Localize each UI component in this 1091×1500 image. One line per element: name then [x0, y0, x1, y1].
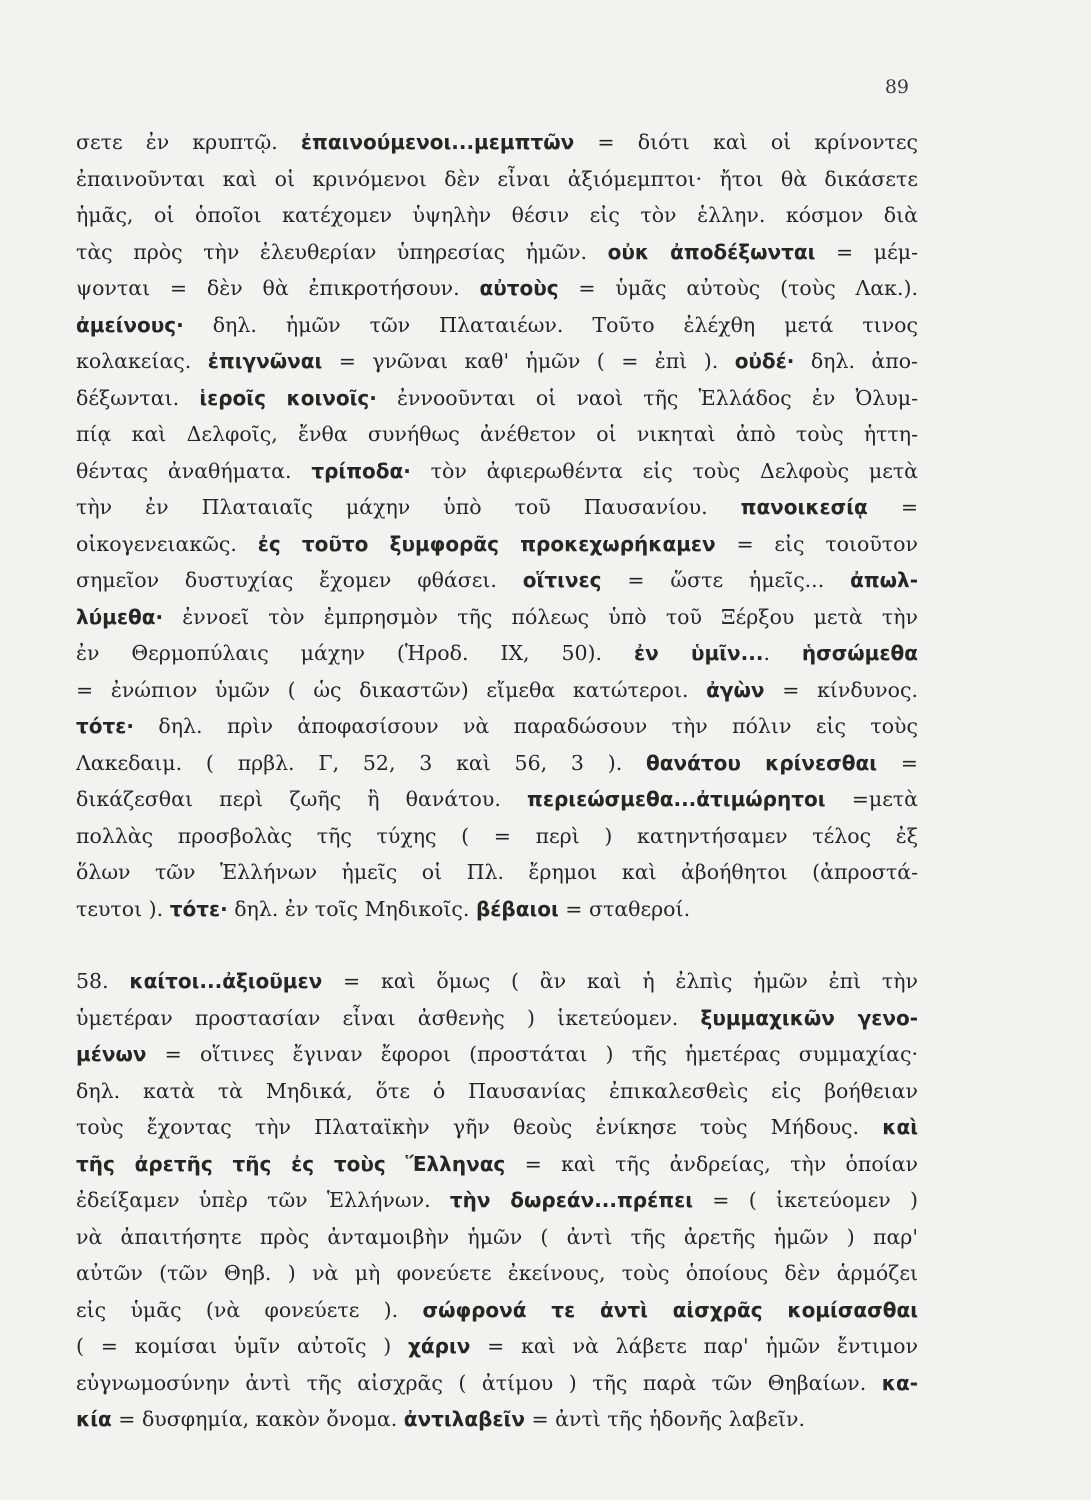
text-line: [76, 161, 918, 198]
lemma-term: χάριν: [408, 1334, 471, 1358]
gloss-text: = μέμ-: [815, 239, 918, 264]
lemma-term: ἐπιγνῶναι: [207, 349, 323, 373]
text-line: [76, 234, 918, 271]
text-line: [76, 818, 918, 855]
gloss-text: = ὥστε ἡμεῖς...: [601, 568, 851, 592]
gloss-text: οἰκογενειακῶς.: [76, 531, 258, 556]
gloss-text: τευτοι ).: [76, 896, 170, 921]
text-line: [76, 197, 918, 234]
gloss-text: ὑμετέραν προστασίαν εἶναι ἀσθενὴς ) ἱκετεύομεν.: [76, 1005, 701, 1030]
lemma-term: ἡσσώμεθα: [801, 641, 918, 665]
gloss-text: = κίνδυνος.: [764, 677, 918, 702]
gloss-text: ἐν Θερμοπύλαις μάχην (Ἡροδ. ΙΧ, 50).: [76, 641, 634, 665]
lemma-term: σώφρονά τε ἀντὶ αἰσχρᾶς κομίσασθαι: [422, 1297, 918, 1322]
text-line: [76, 1182, 918, 1219]
lemma-term: ἐν ὑμῖν...: [633, 641, 764, 665]
gloss-text: σημεῖον δυστυχίας ἔχομεν φθάσει.: [76, 568, 523, 592]
text-line: [76, 781, 918, 818]
lemma-term: αὐτοὺς: [479, 276, 559, 300]
gloss-text: =: [867, 495, 918, 519]
gloss-text: ἡμᾶς, οἱ ὁποῖοι κατέχομεν ὑψηλὴν θέσιν εἰς τὸν ἑλλην. κόσμον διὰ: [76, 203, 918, 227]
gloss-text: = γνῶναι καθ' ἡμῶν ( = ἐπὶ ).: [322, 349, 735, 373]
gloss-text: εὐγνωμοσύνην ἀντὶ τῆς αἰσχρᾶς ( ἀτίμου ) τῆς παρὰ τῶν Θηβαίων.: [76, 1370, 882, 1395]
lemma-term: τῆς ἀρετῆς τῆς ἐς τοὺς Ἕλληνας: [76, 1151, 506, 1176]
text-line: [76, 380, 918, 417]
lemma-term: οὐδέ·: [734, 349, 795, 373]
lemma-term: θανάτου κρίνεσθαι: [646, 750, 878, 775]
gloss-text: = καὶ ὅμως ( ἂν καὶ ἡ ἐλπὶς ἡμῶν ἐπὶ τὴν: [322, 969, 918, 993]
text-line: [76, 1365, 918, 1402]
gloss-text: = ἐνώπιον ὑμῶν ( ὡς δικαστῶν) εἴμεθα κατώτεροι.: [76, 677, 707, 702]
gloss-text: τὰς πρὸς τὴν ἐλευθερίαν ὑπηρεσίας ἡμῶν.: [76, 239, 608, 264]
text-line: [76, 343, 918, 380]
lemma-term: ξυμμαχικῶν γενο-: [700, 1005, 918, 1030]
text-line: [76, 1109, 918, 1146]
lemma-term: τρίποδα·: [311, 458, 411, 483]
lemma-term: καὶ: [882, 1115, 918, 1139]
page-number: 89: [884, 76, 909, 98]
lemma-term: οἵτινες: [522, 568, 602, 592]
text-line: [76, 1255, 918, 1292]
text-line: [76, 854, 918, 891]
text-line: [76, 599, 918, 636]
text-line: [76, 891, 918, 928]
gloss-text: = ( ἱκετεύομεν ): [693, 1188, 918, 1212]
lemma-term: ἐπαινούμενοι...μεμπτῶν: [300, 130, 575, 154]
lemma-term: τότε·: [76, 714, 134, 738]
gloss-text: δηλ. ἡμῶν τῶν Πλαταιέων. Τοῦτο ἐλέχθη μετά τινος: [183, 312, 918, 337]
text-line: [76, 453, 918, 490]
gloss-text: = καὶ νὰ λάβετε παρ' ἡμῶν ἔντιμον: [470, 1334, 918, 1358]
gloss-text: δηλ. κατὰ τὰ Μηδικά, ὅτε ὁ Παυσανίας ἐπικαλεσθεὶς εἰς βοήθειαν: [76, 1078, 918, 1103]
lemma-term: οὐκ ἀποδέξωνται: [607, 239, 816, 264]
text-line: [76, 1000, 918, 1037]
text-line: [76, 1146, 918, 1183]
gloss-text: εἰς ὑμᾶς (νὰ φονεύετε ).: [76, 1297, 423, 1322]
lemma-term: λύμεθα·: [76, 604, 164, 629]
gloss-text: τοὺς ἔχοντας τὴν Πλαταϊκὴν γῆν θεοὺς ἐνίκησε τοὺς Μήδους.: [76, 1115, 883, 1139]
lemma-term: τότε·: [169, 896, 228, 921]
text-line: [76, 963, 918, 1000]
gloss-text: ἐδείξαμεν ὑπὲρ τῶν Ἑλλήνων.: [76, 1188, 450, 1212]
text-line: [76, 635, 918, 672]
gloss-text: ἐπαινοῦνται καὶ οἱ κρινόμενοι δὲν εἶναι ἀξιόμεμπτοι· ἤτοι θὰ δικάσετε: [76, 166, 918, 191]
gloss-text: =: [877, 750, 918, 775]
gloss-text: = διότι καὶ οἱ κρίνοντες: [574, 130, 918, 154]
text-line: [76, 1292, 918, 1329]
gloss-text: =μετὰ: [825, 787, 918, 811]
gloss-text: νὰ ἀπαιτήσητε πρὸς ἀνταμοιβὴν ἡμῶν ( ἀντὶ τῆς ἀρετῆς ἡμῶν ) παρ': [76, 1224, 918, 1249]
gloss-text: σετε ἐν κρυπτῷ.: [76, 130, 301, 154]
lemma-term: βέβαιοι: [475, 896, 559, 921]
text-line: [76, 1401, 918, 1438]
text-line: [76, 1073, 918, 1110]
gloss-text: τὴν ἐν Πλαταιαῖς μάχην ὑπὸ τοῦ Παυσανίου.: [76, 495, 741, 519]
text-line: [76, 1328, 918, 1365]
lemma-term: ἐς τοῦτο ξυμφορᾶς προκεχωρήκαμεν: [257, 531, 716, 556]
gloss-text: αὐτῶν (τῶν Θηβ. ) νὰ μὴ φονεύετε ἐκείνους, τοὺς ὁποίους δὲν ἁρμόζει: [76, 1261, 918, 1285]
lemma-term: κία: [76, 1407, 112, 1431]
gloss-text: ἐννοοῦνται οἱ ναοὶ τῆς Ἑλλάδος ἐν Ὀλυμ-: [376, 385, 918, 410]
text-line: [76, 489, 918, 526]
gloss-text: = οἵτινες ἔγιναν ἔφοροι (προστάται ) τῆς ἡμετέρας συμμαχίας·: [146, 1042, 918, 1066]
text-line: [76, 124, 918, 161]
text-line: [76, 672, 918, 709]
text-line: [76, 526, 918, 563]
gloss-text: = εἰς τοιοῦτον: [715, 531, 918, 556]
text-line: [76, 745, 918, 782]
gloss-text: ὅλων τῶν Ἑλλήνων ἡμεῖς οἱ Πλ. ἔρημοι καὶ ἀβοήθητοι (ἀπροστά-: [76, 860, 918, 884]
paragraph-gap: [76, 927, 918, 963]
gloss-text: = δυσφημία, κακὸν ὄνομα.: [111, 1407, 404, 1431]
gloss-text: δηλ. πρὶν ἀποφασίσουν νὰ παραδώσουν τὴν πόλιν εἰς τοὺς: [134, 714, 918, 738]
lemma-term: ἀγὼν: [706, 677, 765, 702]
lemma-term: καίτοι...ἀξιοῦμεν: [129, 969, 323, 993]
text-line: [76, 562, 918, 599]
lemma-term: τὴν δωρεάν...πρέπει: [449, 1188, 693, 1212]
gloss-text: Λακεδαιμ. ( πρβλ. Γ, 52, 3 καὶ 56, 3 ).: [76, 750, 647, 775]
text-line: [76, 1036, 918, 1073]
gloss-text: = σταθεροί.: [558, 896, 691, 921]
lemma-term: κα-: [881, 1370, 918, 1395]
text-line: [76, 270, 918, 307]
lemma-term: πανοικεσίᾳ: [740, 495, 868, 519]
text-line: [76, 708, 918, 745]
gloss-text: 58.: [76, 969, 130, 993]
gloss-text: ( = κομίσαι ὑμῖν αὐτοῖς ): [76, 1334, 408, 1358]
gloss-text: = ὑμᾶς αὐτοὺς (τοὺς Λακ.).: [558, 276, 918, 300]
lemma-term: περιεώσμεθα...ἀτιμώρητοι: [527, 787, 826, 811]
lemma-term: ἱεροῖς κοινοῖς·: [199, 385, 377, 410]
gloss-text: .: [763, 641, 802, 665]
gloss-text: πολλὰς προσβολὰς τῆς τύχης ( = περὶ ) κατηντήσαμεν τέλος ἐξ: [76, 823, 918, 848]
gloss-text: τὸν ἀφιερωθέντα εἰς τοὺς Δελφοὺς μετὰ: [410, 458, 918, 483]
gloss-text: = ἀντὶ τῆς ἡδονῆς λαβεῖν.: [524, 1407, 806, 1431]
gloss-text: δηλ. ἐν τοῖς Μηδικοῖς.: [227, 896, 476, 921]
gloss-text: πίᾳ καὶ Δελφοῖς, ἔνθα συνήθως ἀνέθετον οἱ νικηταὶ ἀπὸ τοὺς ἡττη-: [76, 422, 918, 446]
gloss-text: = καὶ τῆς ἀνδρείας, τὴν ὁποίαν: [505, 1151, 918, 1176]
text-line: [76, 307, 918, 344]
commentary-text: [76, 124, 918, 1438]
lemma-term: ἀντιλαβεῖν: [403, 1407, 525, 1431]
lemma-term: μένων: [76, 1042, 147, 1066]
lemma-term: ἀπωλ-: [850, 568, 918, 592]
gloss-text: δέξωνται.: [76, 385, 200, 410]
text-line: [76, 1219, 918, 1256]
gloss-text: δικάζεσθαι περὶ ζωῆς ἢ θανάτου.: [76, 787, 527, 811]
gloss-text: ἐννοεῖ τὸν ἐμπρησμὸν τῆς πόλεως ὑπὸ τοῦ Ξέρξου μετὰ τὴν: [163, 604, 918, 629]
gloss-text: δηλ. ἀπο-: [794, 349, 918, 373]
gloss-text: θέντας ἀναθήματα.: [76, 458, 312, 483]
gloss-text: κολακείας.: [76, 349, 208, 373]
text-line: [76, 416, 918, 453]
gloss-text: ψονται = δὲν θὰ ἐπικροτήσουν.: [76, 276, 480, 300]
lemma-term: ἀμείνους·: [76, 312, 184, 337]
